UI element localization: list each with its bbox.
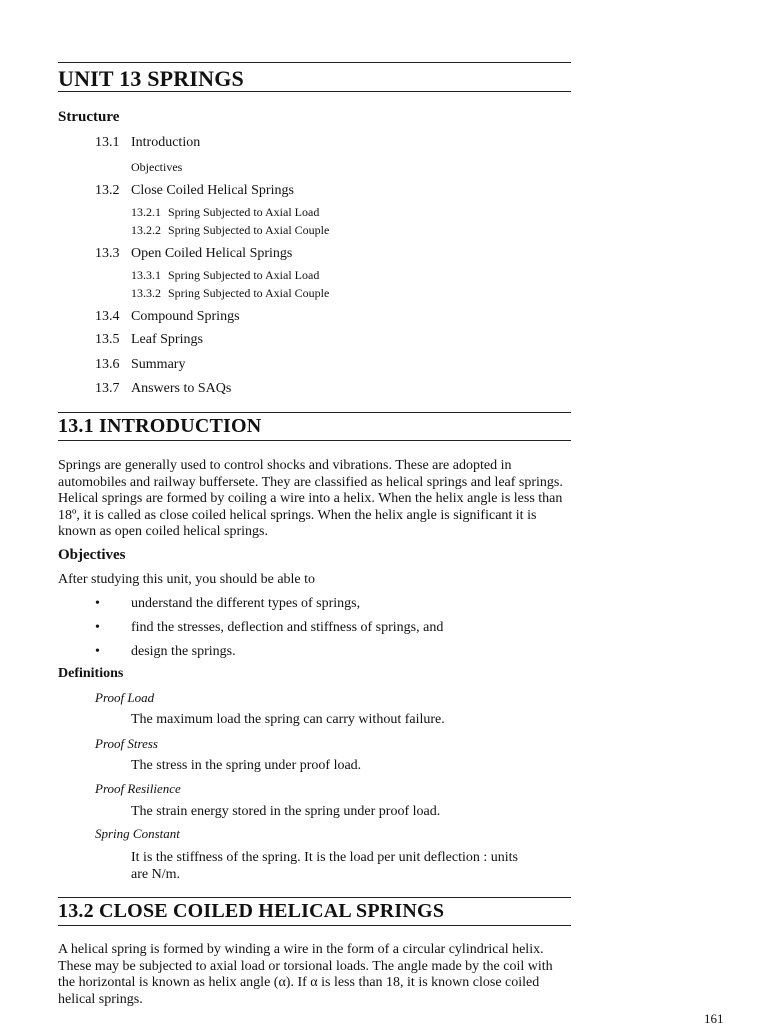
- objective-item: find the stresses, deflection and stiffness of springs, and: [131, 620, 444, 635]
- page-number: 161: [704, 1011, 724, 1026]
- toc-item: 13.6 Summary: [95, 357, 186, 372]
- toc-item: 13.1 Introduction: [95, 135, 201, 150]
- toc-item: 13.4 Compound Springs: [95, 309, 240, 324]
- objectives-heading: Objectives: [58, 547, 126, 563]
- toc-subitem: 13.3.1 Spring Subjected to Axial Load: [131, 268, 320, 282]
- bullet-icon: •: [95, 644, 100, 659]
- toc-subitem: 13.2.2 Spring Subjected to Axial Couple: [131, 223, 330, 237]
- title-bottom-rule: [58, 91, 571, 92]
- objectives-lead: After studying this unit, you should be able to: [58, 572, 316, 587]
- intro-paragraph: Springs are generally used to control shocks and vibrations. These are adopted in automobiles and railway buffersete. They are classified as helical springs and leaf springs. Helical springs are formed by coiling a wire into a helix. When the helix angle is less than 18º, it is called as close coiled helical springs. When the helix angle is significant it is known as open coiled helical springs.: [58, 458, 563, 539]
- bullet-icon: •: [95, 620, 100, 635]
- definition-text: The stress in the spring under proof load.: [131, 758, 362, 773]
- toc-subitem: 13.2.1 Spring Subjected to Axial Load: [131, 205, 320, 219]
- definitions-heading: Definitions: [58, 666, 124, 681]
- objective-item: understand the different types of springs,: [131, 596, 361, 611]
- close-coiled-heading: 13.2 CLOSE COILED HELICAL SPRINGS: [58, 900, 445, 922]
- intro-heading: 13.1 INTRODUCTION: [58, 415, 262, 437]
- section-bottom-rule: [58, 925, 571, 926]
- toc-item: 13.5 Leaf Springs: [95, 332, 203, 347]
- toc-subitem: 13.3.2 Spring Subjected to Axial Couple: [131, 286, 330, 300]
- unit-title: UNIT 13 SPRINGS: [58, 66, 244, 91]
- structure-heading: Structure: [58, 109, 120, 125]
- close-coiled-paragraph: A helical spring is formed by winding a wire in the form of a circular cylindrical helix. These may be subjected to axial load or torsional loads. The angle made by the coil with the horizontal is known as helix angle (α). If α is less than 18, it is known close coiled helical springs.: [58, 942, 553, 1007]
- bullet-icon: •: [95, 596, 100, 611]
- section-top-rule: [58, 897, 571, 898]
- intro-bottom-rule: [58, 440, 571, 441]
- definition-term: Spring Constant: [95, 826, 180, 841]
- title-top-rule: [58, 62, 571, 63]
- definition-text: The maximum load the spring can carry without failure.: [131, 712, 445, 727]
- toc-item: 13.3 Open Coiled Helical Springs: [95, 246, 293, 261]
- toc-item: 13.7 Answers to SAQs: [95, 381, 232, 396]
- definition-text: The strain energy stored in the spring under proof load.: [131, 804, 441, 819]
- definition-term: Proof Stress: [95, 736, 158, 751]
- definition-term: Proof Load: [95, 690, 155, 705]
- definition-text: It is the stiffness of the spring. It is the load per unit deflection : units are N/m.: [131, 850, 519, 882]
- intro-top-rule: [58, 412, 571, 413]
- toc-subitem: Objectives: [131, 160, 183, 174]
- definition-term: Proof Resilience: [95, 781, 181, 796]
- objective-item: design the springs.: [131, 644, 236, 659]
- toc-item: 13.2 Close Coiled Helical Springs: [95, 183, 294, 198]
